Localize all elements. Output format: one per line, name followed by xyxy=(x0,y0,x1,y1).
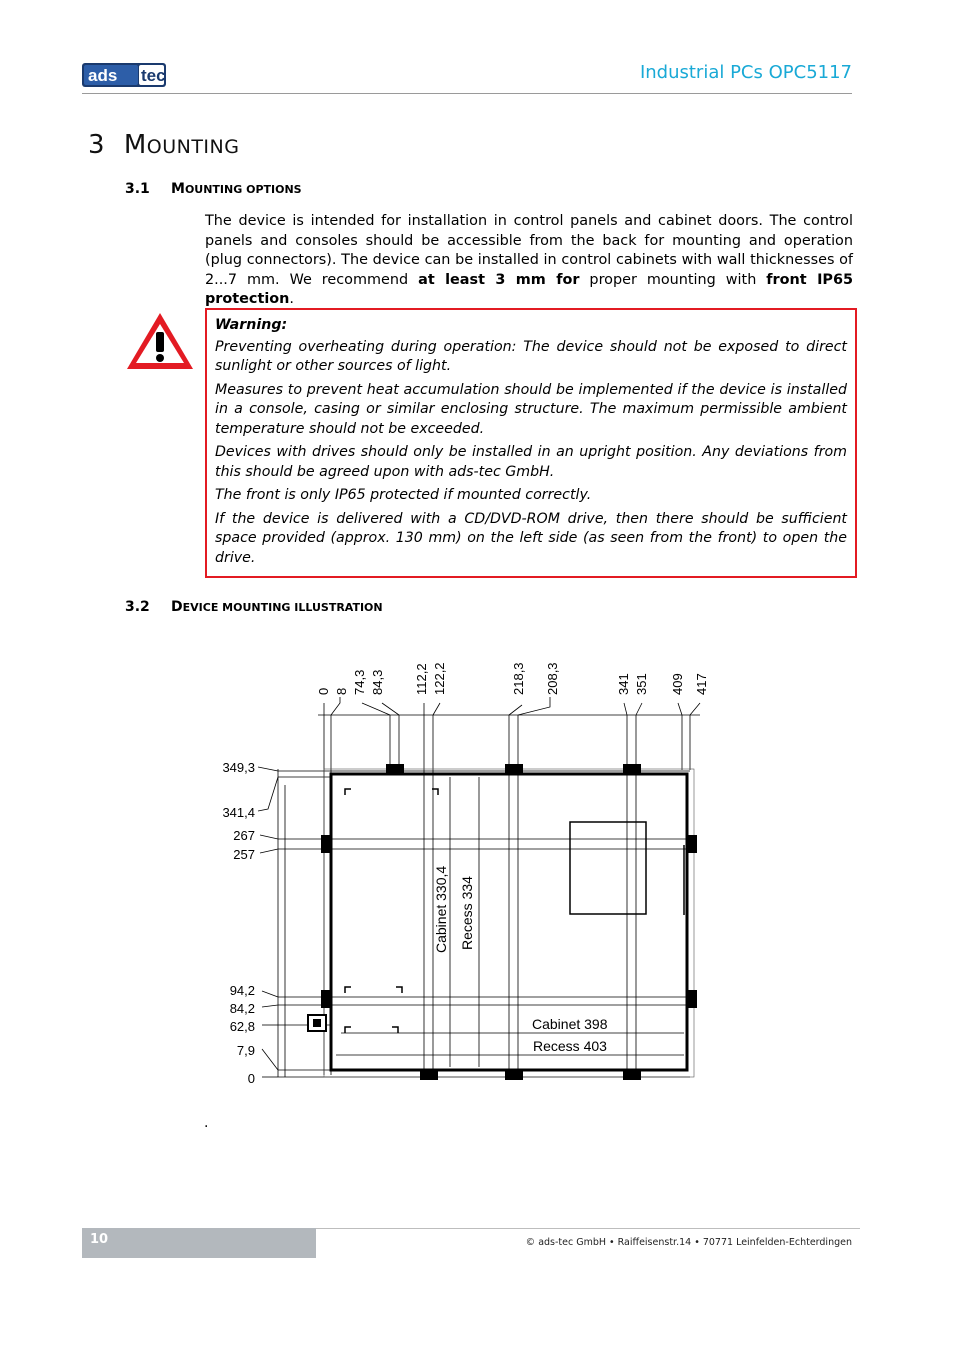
section-number: 3.2 xyxy=(125,599,150,615)
para-bold-ip65: front IP65 protection xyxy=(205,271,854,307)
page-number: 10 xyxy=(90,1232,109,1247)
section-heading-mounting-options xyxy=(125,181,302,197)
cabinet-width-label: Cabinet 398 xyxy=(532,1016,608,1032)
para-text: The device is intended for installation in control panels and cabinet doors. The control panels and consoles should be accessible from the back for mounting and operation (plug connectors). The device can be installed in control cabinets with wall thicknesses of 2...7 mm. We recommend xyxy=(205,213,853,288)
header-rule xyxy=(82,93,852,94)
mounting-options-paragraph xyxy=(205,212,853,310)
warning-paragraph: The front is only IP65 protected if mounted correctly. xyxy=(215,487,592,503)
footer-page-box xyxy=(82,1228,316,1258)
dim-label: 257 xyxy=(233,847,255,862)
para-bold-thickness: at least 3 mm for xyxy=(418,271,580,288)
warning-paragraph: Measures to prevent heat accumulation should be implemented if the device is installed in a console, casing or similar enclosing structure. The maximum permissible ambient temperature should not be exceeded. xyxy=(215,381,847,437)
dim-label: 341 xyxy=(616,673,631,695)
chapter-title-initial: M xyxy=(123,130,147,160)
dim-label: 341,4 xyxy=(222,805,255,820)
ads-tec-logo xyxy=(82,62,166,88)
dim-label: 267 xyxy=(233,828,255,843)
dim-label: 84,3 xyxy=(370,669,385,695)
warning-paragraph: Devices with drives should only be installed in an upright position. Any deviations from this should be agreed upon with ads-tec GmbH. xyxy=(215,444,847,480)
dim-label: 112,2 xyxy=(414,663,429,695)
dim-label: 8 xyxy=(334,687,349,695)
svg-text:ads: ads xyxy=(88,66,118,85)
warning-paragraph: Preventing overheating during operation: The device should not be exposed to direct sunlight or other sources of light. xyxy=(215,338,847,374)
header-title: Industrial PCs OPC5117 xyxy=(639,62,852,83)
dim-label: 62,8 xyxy=(229,1019,255,1034)
chapter-title-rest: OUNTING xyxy=(146,136,240,158)
dim-label: 84,2 xyxy=(229,1001,255,1016)
dim-label: 349,3 xyxy=(222,760,255,775)
section-title-rest: OUNTING OPTIONS xyxy=(184,183,302,196)
dim-label: 417 xyxy=(694,673,709,695)
dim-label: 409 xyxy=(670,673,685,695)
warning-triangle-icon xyxy=(124,310,196,372)
section-heading-mounting-illustration xyxy=(125,599,383,615)
section-number: 3.1 xyxy=(125,181,150,197)
warning-title: Warning: xyxy=(215,317,288,333)
dim-label: 218,3 xyxy=(511,662,526,695)
dim-label: 94,2 xyxy=(229,983,255,998)
recess-width-label: Recess 403 xyxy=(533,1038,607,1054)
section-title-initial: D xyxy=(171,599,183,615)
dim-label: 122,2 xyxy=(432,662,447,695)
recess-height-label: Recess 334 xyxy=(459,876,475,950)
dim-label: 208,3 xyxy=(545,662,560,695)
section-title-initial: M xyxy=(171,181,185,197)
trailing-dot: . xyxy=(204,1115,209,1131)
dim-label: 351 xyxy=(634,673,649,695)
warning-paragraph: If the device is delivered with a CD/DVD-ROM drive, then there should be sufficient space provided (approx. 130 mm) on the left side (as seen from the front) to open the drive. xyxy=(215,510,847,566)
para-text: proper mounting with xyxy=(579,271,767,288)
svg-text:tec: tec xyxy=(141,66,166,85)
dim-label: 0 xyxy=(247,1071,255,1086)
section-title-rest: EVICE MOUNTING ILLUSTRATION xyxy=(182,601,383,614)
mounting-dimension-drawing xyxy=(200,645,720,1090)
warning-box xyxy=(205,308,857,578)
dim-label: 0 xyxy=(316,687,331,695)
dim-label: 74,3 xyxy=(352,669,367,695)
chapter-heading xyxy=(88,130,239,160)
dim-label: 7,9 xyxy=(236,1043,255,1058)
chapter-number: 3 xyxy=(88,130,106,160)
footer-copyright: © ads-tec GmbH • Raiffeisenstr.14 • 70771 Leinfelden-Echterdingen xyxy=(525,1237,852,1248)
cabinet-height-label: Cabinet 330,4 xyxy=(433,865,449,953)
para-text: . xyxy=(289,291,294,307)
